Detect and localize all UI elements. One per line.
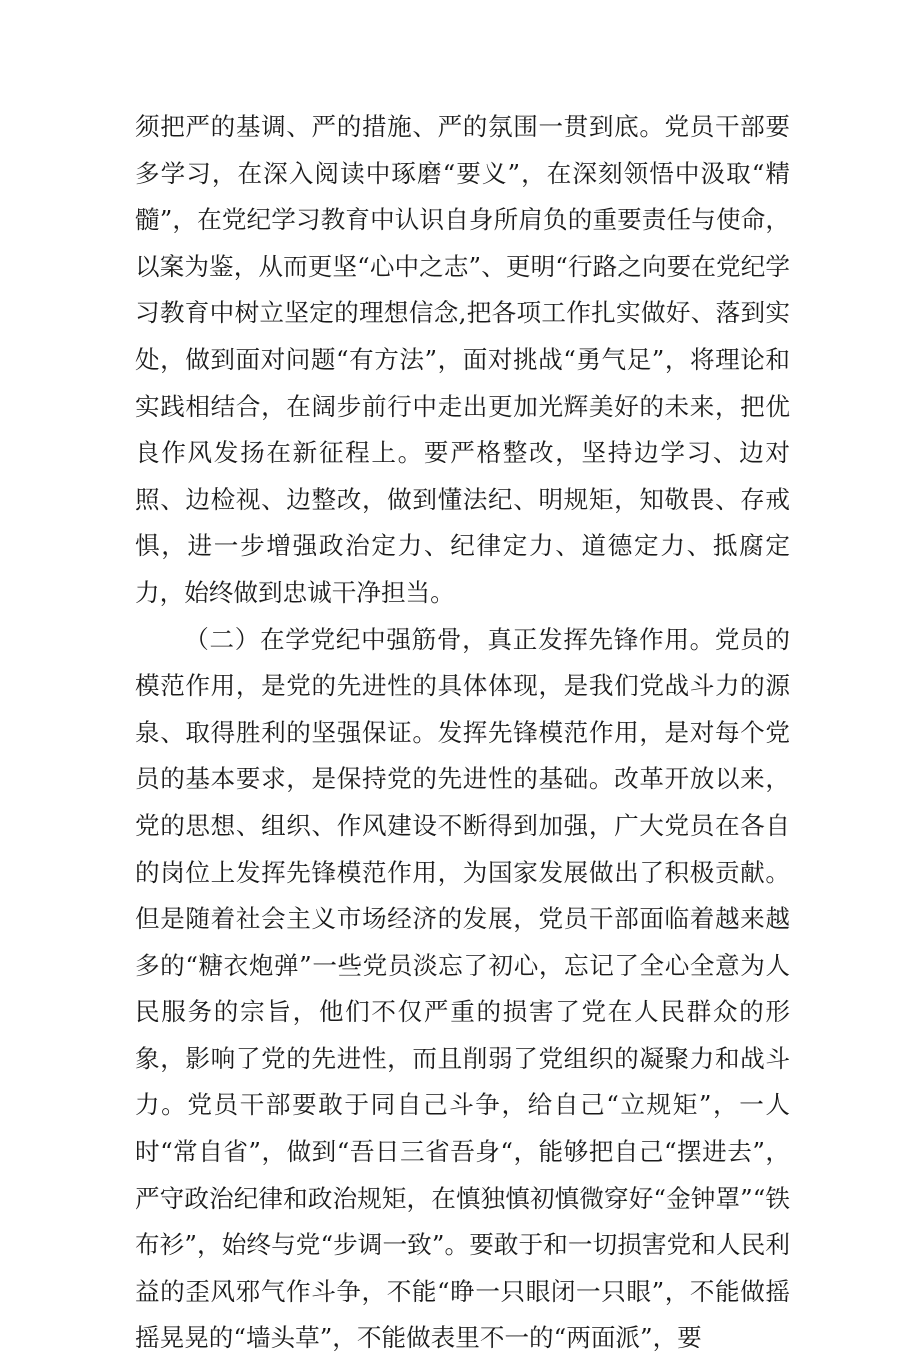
paragraph-continuation: 须把严的基调、严的措施、严的氛围一贯到底。党员干部要多学习，在深入阅读中琢磨“要义”，在深刻领悟中汲取“精髓”，在党纪学习教育中认识自身所肩负的重要责任与使命，以案为鉴，从而更坚“心中之志”、更明“行路之向要在党纪学习教育中树立坚定的理想信念,把各项工作扎实做好、落到实处，做到面对问题“有方法”，面对挑战“勇气足”，将理论和实践相结合，在阔步前行中走出更加光辉美好的未来，把优良作风发扬在新征程上。要严格整改，坚持边学习、边对照、边检视、边整改，做到懂法纪、明规矩，知敬畏、存戒惧，进一步增强政治定力、纪律定力、道德定力、抵腐定力，始终做到忠诚干净担当。 xyxy=(135,112,790,607)
document-body xyxy=(135,104,790,1362)
paragraph-section-2: （二）在学党纪中强筋骨，真正发挥先锋作用。党员的模范作用，是党的先进性的具体体现，是我们党战斗力的源泉、取得胜利的坚强保证。发挥先锋模范作用，是对每个党员的基本要求，是保持党的先进性的基础。改革开放以来，党的思想、组织、作风建设不断得到加强，广大党员在各自的岗位上发挥先锋模范作用，为国家发展做出了积极贡献。但是随着社会主义市场经济的发展，党员干部面临着越来越多的“糖衣炮弹”一些党员淡忘了初心，忘记了全心全意为人民服务的宗旨，他们不仅严重的损害了党在人民群众的形象，影响了党的先进性，而且削弱了党组织的凝聚力和战斗力。党员干部要敢于同自己斗争，给自己“立规矩”，一人时“常自省”，做到“吾日三省吾身“，能够把自己“摆进去”，严守政治纪律和政治规矩，在慎独慎初慎微穿好“金钟罩”“铁布衫”，始终与党“步调一致”。要敢于和一切损害党和人民利益的歪风邪气作斗争，不能“睁一只眼闭一只眼”，不能做摇摇晃晃的“墙头草”，不能做表里不一的“两面派”，要 xyxy=(135,624,790,1353)
